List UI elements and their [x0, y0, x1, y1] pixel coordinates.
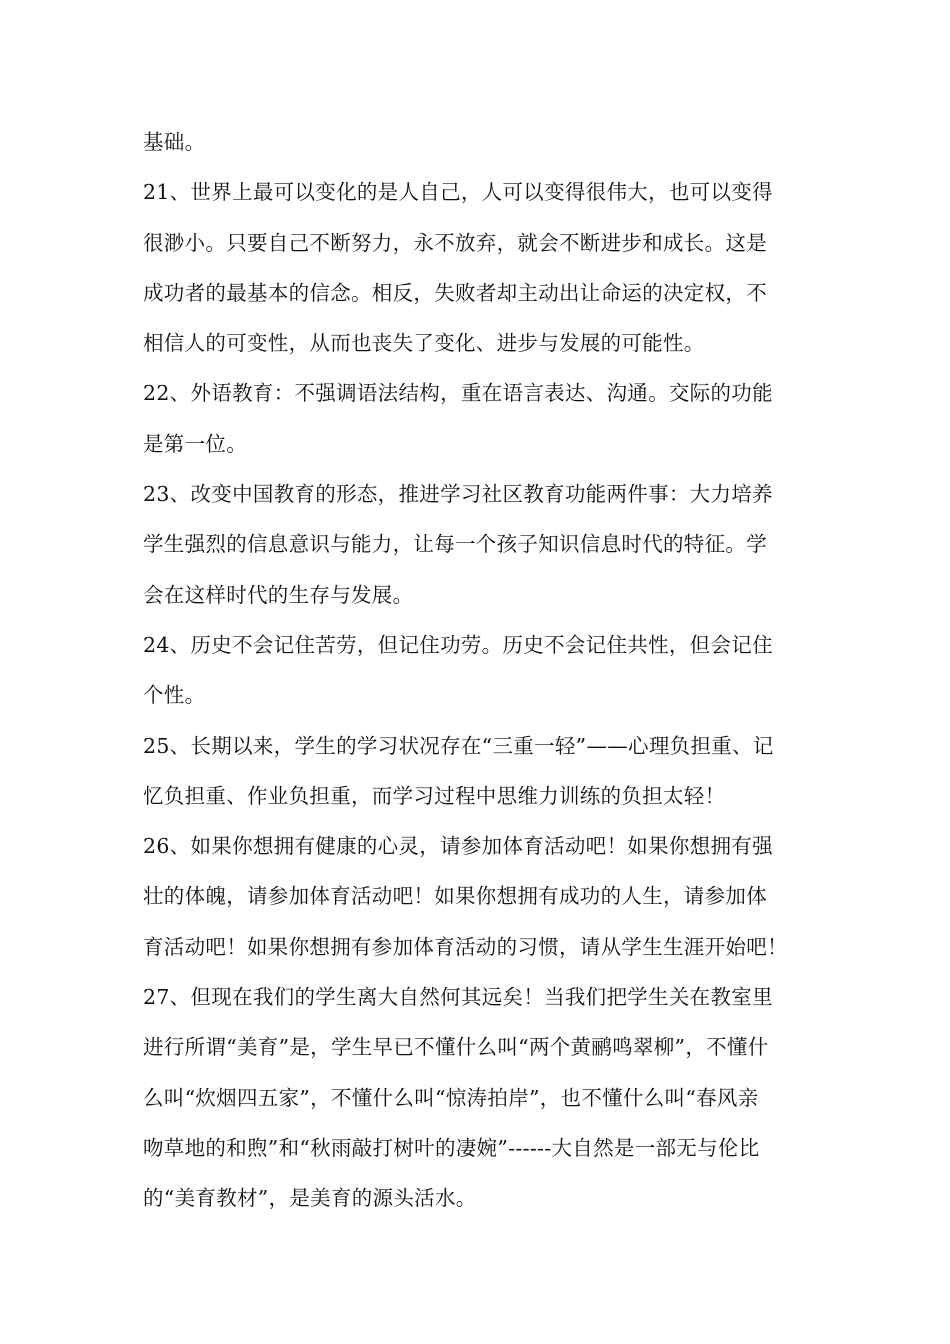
text-line: 忆负担重、作业负担重，而学习过程中思维力训练的负担太轻！ [143, 783, 726, 808]
text-line: 吻草地的和煦”和“秋雨敲打树叶的凄婉”------大自然是一部无与伦比 [143, 1135, 760, 1160]
body-text [143, 117, 813, 1224]
text-line: 21、世界上最可以变化的是人自己，人可以变得很伟大，也可以变得 [143, 180, 773, 205]
text-line: 27、但现在我们的学生离大自然何其远矣！当我们把学生关在教室里 [143, 985, 773, 1010]
text-line: 24、历史不会记住苦劳，但记住功劳。历史不会记住共性，但会记住 [143, 632, 773, 657]
text-line: 育活动吧！如果你想拥有参加体育活动的习惯，请从学生生涯开始吧！ [143, 934, 788, 959]
text-line: 壮的体魄，请参加体育活动吧！如果你想拥有成功的人生，请参加体 [143, 884, 767, 909]
text-line: 相信人的可变性，从而也丧失了变化、进步与发展的可能性。 [143, 331, 705, 356]
text-line: 很渺小。只要自己不断努力，永不放弃，就会不断进步和成长。这是 [143, 230, 767, 255]
text-line: 是第一位。 [143, 431, 247, 456]
text-line: 么叫“炊烟四五家”，不懂什么叫“惊涛拍岸”，也不懂什么叫“春风亲 [143, 1085, 759, 1110]
text-line: 23、改变中国教育的形态，推进学习社区教育功能两件事：大力培养 [143, 482, 773, 507]
text-line: 26、如果你想拥有健康的心灵，请参加体育活动吧！如果你想拥有强 [143, 834, 773, 859]
text-line: 25、长期以来，学生的学习状况存在“三重一轻”——心理负担重、记 [143, 733, 774, 758]
text-line: 的“美育教材”，是美育的源头活水。 [143, 1186, 477, 1211]
text-line: 成功者的最基本的信念。相反，失败者却主动出让命运的决定权，不 [143, 280, 767, 305]
text-line: 会在这样时代的生存与发展。 [143, 582, 414, 607]
text-line: 学生强烈的信息意识与能力，让每一个孩子知识信息时代的特征。学 [143, 532, 767, 557]
text-line: 进行所谓“美育”是，学生早已不懂什么叫“两个黄鹂鸣翠柳”，不懂什 [143, 1035, 769, 1060]
text-line: 22、外语教育：不强调语法结构，重在语言表达、沟通。交际的功能 [143, 381, 773, 406]
text-line: 个性。 [143, 683, 206, 708]
text-line: 基础。 [143, 130, 206, 154]
